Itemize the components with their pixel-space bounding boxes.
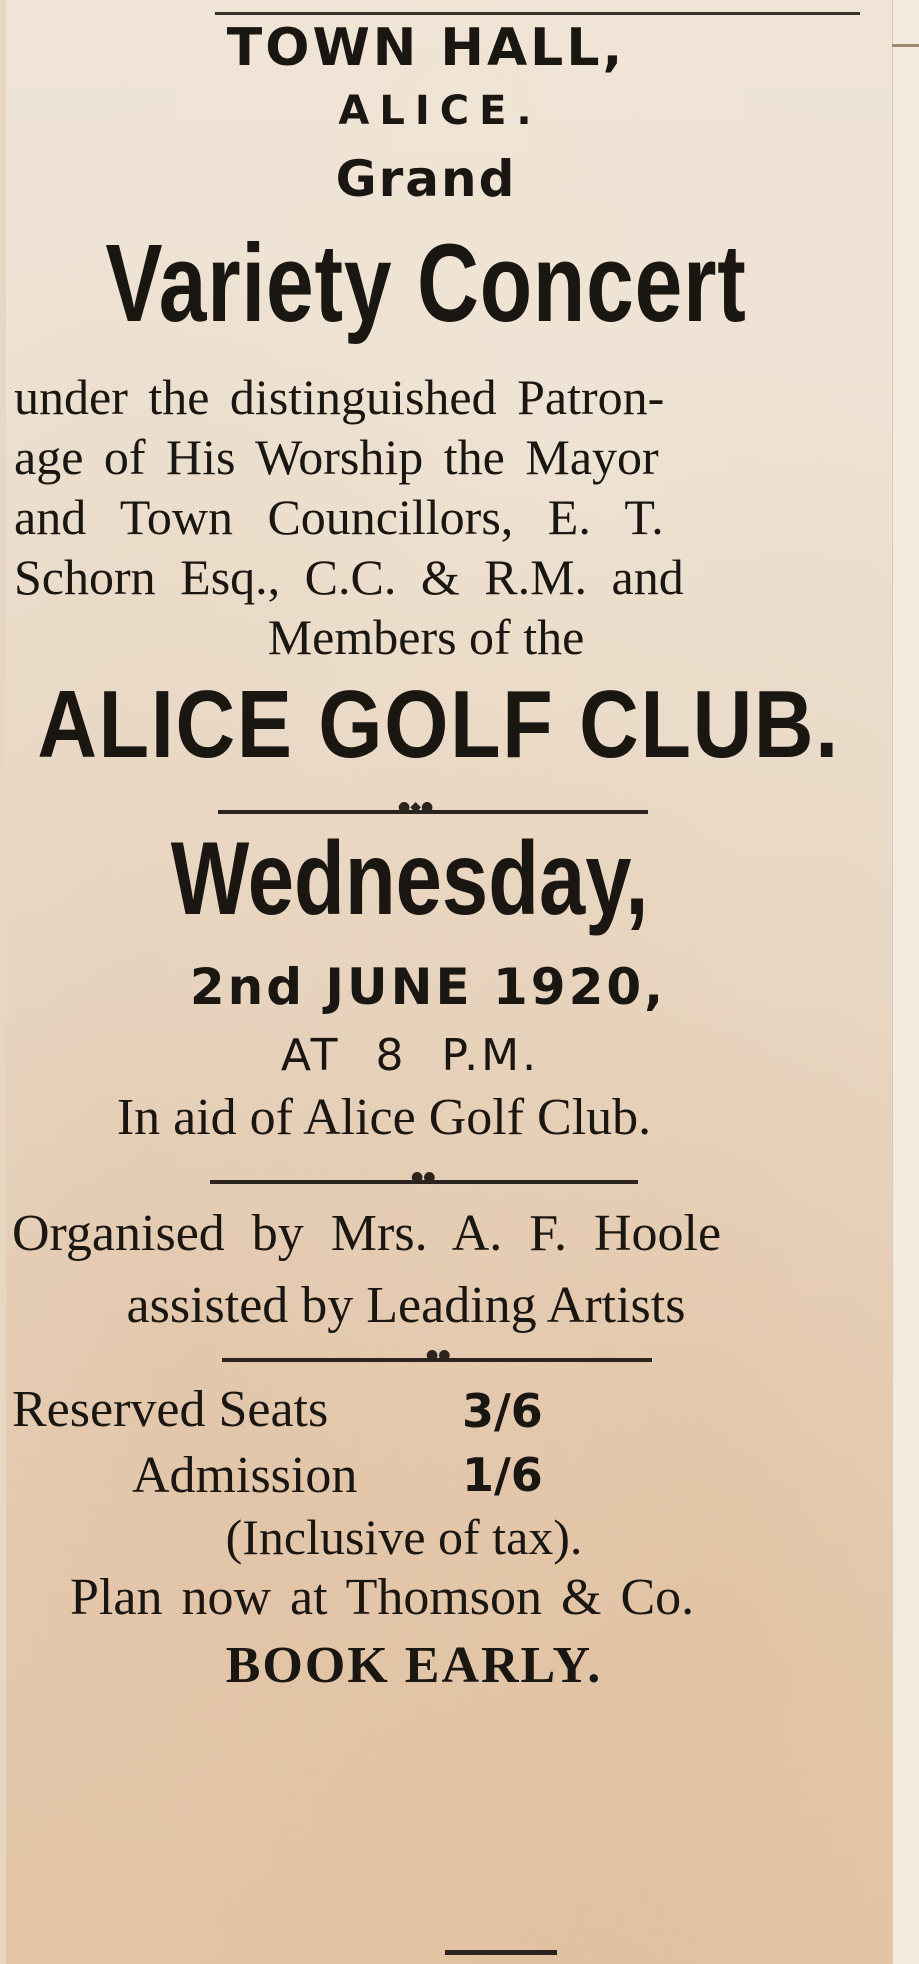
divider-ornament-2: ●● (411, 1169, 436, 1185)
divider-ornament-3: ●● (426, 1347, 451, 1363)
event-cause: In aid of Alice Golf Club. (116, 1089, 652, 1146)
admission-price: 1/6 (462, 1448, 543, 1502)
patronage-line-3: and Town Councillors, E. T. (14, 489, 664, 545)
reserved-seats-row (12, 1380, 328, 1439)
day-wrap (0, 820, 856, 939)
margin-mark (892, 44, 919, 47)
divider-ornament-1: ●◆● (398, 799, 434, 815)
grand-label: Grand (335, 150, 517, 208)
admission-row (132, 1446, 357, 1505)
bottom-edge-mark (445, 1950, 557, 1955)
price-label: Admission (132, 1447, 358, 1504)
patronage-line-2: age of His Worship the Mayor (14, 429, 659, 485)
price-label: Reserved Seats (12, 1381, 329, 1438)
event-date: 2nd JUNE 1920, (189, 958, 667, 1016)
event-day: Wednesday, (171, 821, 649, 937)
town-heading: ALICE. (338, 88, 542, 134)
top-border-rule (215, 12, 860, 15)
patronage-line-1: under the distinguished Patron- (14, 369, 665, 425)
club-name: ALICE GOLF CLUB. (37, 671, 840, 778)
book-early: BOOK EARLY. (225, 1637, 603, 1694)
club-name-wrap (0, 670, 864, 780)
organiser-line-2: assisted by Leading Artists (126, 1277, 686, 1334)
event-title-wrap (0, 220, 872, 347)
event-time: AT 8 P.M. (280, 1030, 540, 1081)
venue-heading: TOWN HALL, (226, 18, 626, 78)
reserved-seats-price: 3/6 (462, 1384, 543, 1438)
organiser-line-1: Organised by Mrs. A. F. Hoole (12, 1205, 722, 1262)
event-title: Variety Concert (105, 222, 747, 345)
plan-location: Plan now at Thomson & Co. (70, 1569, 695, 1626)
patronage-line-4: Schorn Esq., C.C. & R.M. and (14, 549, 684, 605)
clipping-right-margin (892, 0, 919, 1964)
tax-note: (Inclusive of tax). (225, 1509, 583, 1565)
patronage-line-5: Members of the (267, 609, 585, 665)
